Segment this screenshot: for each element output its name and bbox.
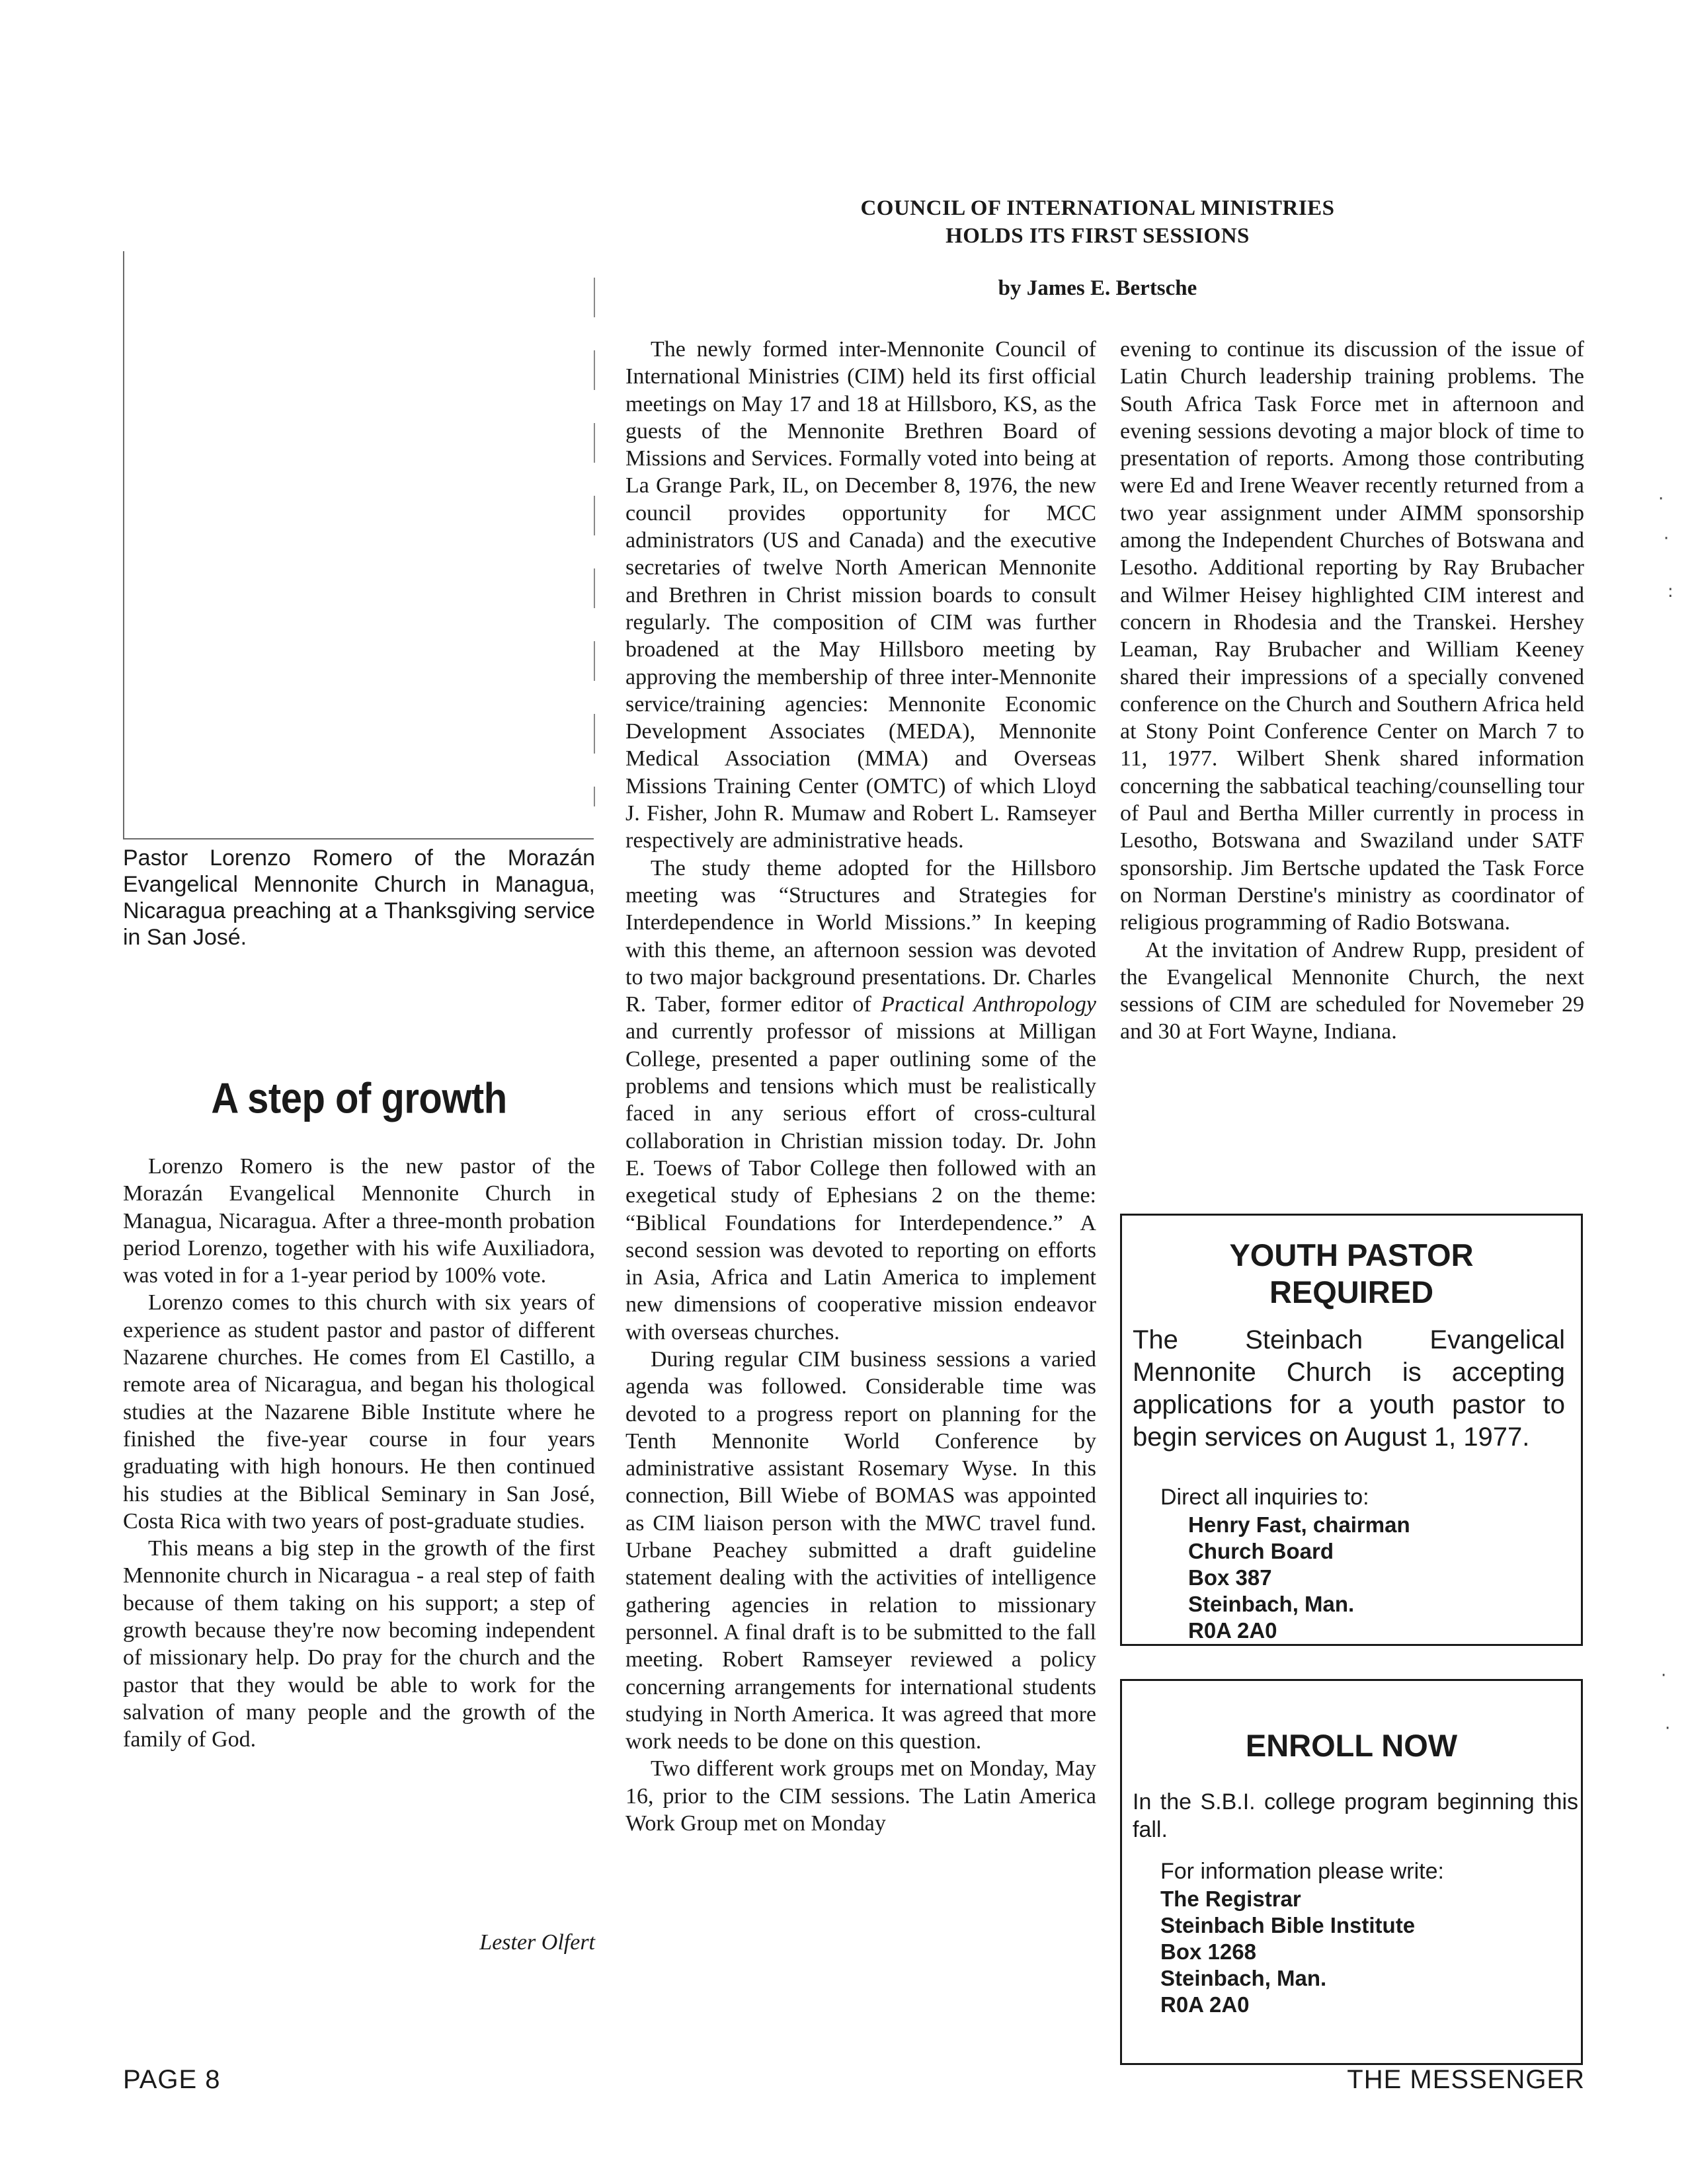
youth-ad-address (1188, 1512, 1410, 1644)
youth-ad-title-line2: REQUIRED (1269, 1274, 1434, 1309)
address-line: Steinbach Bible Institute (1160, 1913, 1416, 1937)
address-line: Box 387 (1188, 1565, 1272, 1590)
council-paragraph: During regular CIM business sessions a varied agenda was followed. Considerable time was devoted to a progress report on planning for the Tenth Mennonite World Conference by administrative assistant Rosemary Wyse. In this connection, Bill Wiebe of BOMAS was appointed as CIM liaison person with the MWC travel fund. Urbane Peachey submitted a draft guideline statement dealing with the activities of intelligence gathering agencies in relation to missionary personnel. A final draft is to be submitted to the fall meeting. Robert Ramseyer reviewed a policy concerning arrangements for international students studying in North America. It was agreed that more work needs to be done on this question. (625, 1346, 1096, 1754)
left-article-paragraph: Lorenzo comes to this church with six years of experience as student pastor and pastor of different Nazarene churches. He comes from El Castillo, a remote area of Nicaragua, and began his thological studies at the Nazarene Bible Institute where he finished the five-year course in four years graduating with high honours. He then continued his studies at the Biblical Seminary in San José, Costa Rica with two years of post-graduate studies. (123, 1290, 595, 1534)
left-article-paragraph: This means a big step in the growth of the first Mennonite church in Nicaragua - a real step of faith because of them taking on his support; a step of growth because they're now becoming independent of missionary help. Do pray for the church and the pastor that they would be able to work for the salvation of many people and the growth of the family of God. (123, 1536, 595, 1752)
page-number: PAGE 8 (123, 2065, 221, 2094)
left-article-body (123, 1153, 595, 1754)
address-line: Steinbach, Man. (1188, 1592, 1355, 1616)
address-line: Church Board (1188, 1539, 1334, 1563)
address-line: R0A 2A0 (1188, 1618, 1277, 1643)
council-byline: by James E. Bertsche (998, 276, 1197, 300)
council-paragraph (625, 855, 1096, 1346)
scan-mark: · (1665, 1719, 1671, 1738)
photo-frame (123, 251, 594, 839)
enroll-ad-title: ENROLL NOW (1245, 1728, 1458, 1763)
enroll-ad-body: In the S.B.I. college program beginning this fall. (1133, 1789, 1578, 1842)
council-column-2 (625, 336, 1096, 1837)
photo-right-edge (594, 278, 595, 806)
publication-name: THE MESSENGER (1347, 2065, 1585, 2094)
youth-ad-inquiries: Direct all inquiries to: (1160, 1485, 1369, 1510)
council-paragraph: Two different work groups met on Monday, May 16, prior to the CIM sessions. The Latin America Work Group met on Monday (625, 1756, 1096, 1836)
address-line: Box 1268 (1160, 1939, 1256, 1964)
address-line: Steinbach, Man. (1160, 1966, 1327, 1990)
journal-title: Practical Anthropology (881, 992, 1097, 1017)
enroll-ad-address (1160, 1886, 1415, 2018)
youth-ad-body: The Steinbach Evangelical Mennonite Church is accepting applications for a youth pastor to begin services on August 1, 1977. (1133, 1325, 1565, 1452)
council-paragraph-text: and currently professor of missions at Milligan College, presented a paper outlining some of the problems and tensions which must be realistically faced in any serious effort of cross-cultural collaboration in Christian mission today. Dr. John E. Toews of Tabor College then followed with an exegetical study of Ephesians 2 on the theme: “Biblical Foundations for Interdependence.” A second session was devoted to reporting on efforts in Asia, Africa and Latin America to implement new dimensions of cooperative mission endeavor with overseas churches. (625, 1019, 1096, 1345)
enroll-ad-info: For information please write: (1160, 1859, 1444, 1884)
address-line: The Registrar (1160, 1887, 1301, 1911)
scan-mark: · (1658, 489, 1664, 509)
youth-ad-title (1122, 1237, 1581, 1311)
council-paragraph: At the invitation of Andrew Rupp, president of the Evangelical Mennonite Church, the next sessions of CIM are scheduled for Novemeber 29 and 30 at Fort Wayne, Indiana. (1120, 937, 1584, 1044)
left-article-author: Lester Olfert (479, 1930, 595, 1955)
council-article-title (701, 194, 1494, 250)
council-paragraph: evening to continue its discussion of the issue of Latin Church leadership training problems. The South Africa Task Force met in afternoon and evening sessions devoting a major block of time to presentation of reports. Among those contributing were Ed and Irene Weaver recently returned from a two year assignment under AIMM sponsorship among the Independent Churches of Botswana and Lesotho. Additional reporting by Ray Brubacher and Wilmer Heisey highlighted CIM interest and concern in Rhodesia and the Transkei. Hershey Leaman, Ray Brubacher and William Keeney shared their impressions of a specially convened conference on the Church and Southern Africa held at Stony Point Conference Center on March 7 to 11, 1977. Wilbert Shenk shared information concerning the sabbatical teaching/counselling tour of Paul and Bertha Miller currently in process in Lesotho, Botswana and Swaziland under SATF sponsorship. Jim Bertsche updated the Task Force on Norman Derstine's ministry as coordinator of religious programming of Radio Botswana. (1120, 337, 1584, 935)
scan-mark: : (1668, 582, 1673, 602)
council-column-3 (1120, 336, 1584, 1046)
youth-ad-title-line1: YOUTH PASTOR (1229, 1237, 1474, 1272)
left-article-headline: A step of growth (211, 1074, 507, 1122)
enroll-now-ad (1120, 1679, 1583, 2065)
address-line: Henry Fast, chairman (1188, 1512, 1410, 1537)
photo-caption: Pastor Lorenzo Romero of the Morazán Evangelical Mennonite Church in Managua, Nicaragua preaching at a Thanksgiving service in San José. (123, 845, 595, 950)
youth-pastor-ad (1120, 1214, 1583, 1646)
left-article-paragraph: Lorenzo Romero is the new pastor of the Morazán Evangelical Mennonite Church in Managua, Nicaragua. After a three-month probation period Lorenzo, together with his wife Auxiliadora, was voted in for a 1-year period by 100% vote. (123, 1154, 595, 1288)
address-line: R0A 2A0 (1160, 1992, 1250, 2017)
scan-mark: · (1664, 529, 1669, 549)
council-paragraph: The newly formed inter-Mennonite Council of International Ministries (CIM) held its first official meetings on May 17 and 18 at Hillsboro, KS, as the guests of the Mennonite Brethren Board of Missions and Services. Formally voted into being at La Grange Park, IL, on December 8, 1976, the new council provides opportunity for MCC administrators (US and Canada) and the executive secretaries of twelve North American Mennonite and Brethren in Christ mission boards to consult regularly. The composition of CIM was further broadened at the May Hillsboro meeting by approving the membership of three inter-Mennonite service/training agencies: Mennonite Economic Development Associates (MEDA), Mennonite Medical Association (MMA) and Overseas Missions Training Center (OMTC) of which Lloyd J. Fisher, John R. Mumaw and Robert L. Ramseyer respectively are administrative heads. (625, 337, 1096, 853)
council-paragraph-text: The study theme adopted for the Hillsboro meeting was “Structures and Strategies for Interdependence in World Missions.” In keeping with this theme, an afternoon session was devoted to two major background presentations. Dr. Charles R. Taber, former editor of (625, 855, 1096, 1017)
scan-mark: · (1661, 1666, 1667, 1686)
council-title-line1: COUNCIL OF INTERNATIONAL MINISTRIES (860, 196, 1335, 220)
council-title-line2: HOLDS ITS FIRST SESSIONS (945, 224, 1250, 248)
